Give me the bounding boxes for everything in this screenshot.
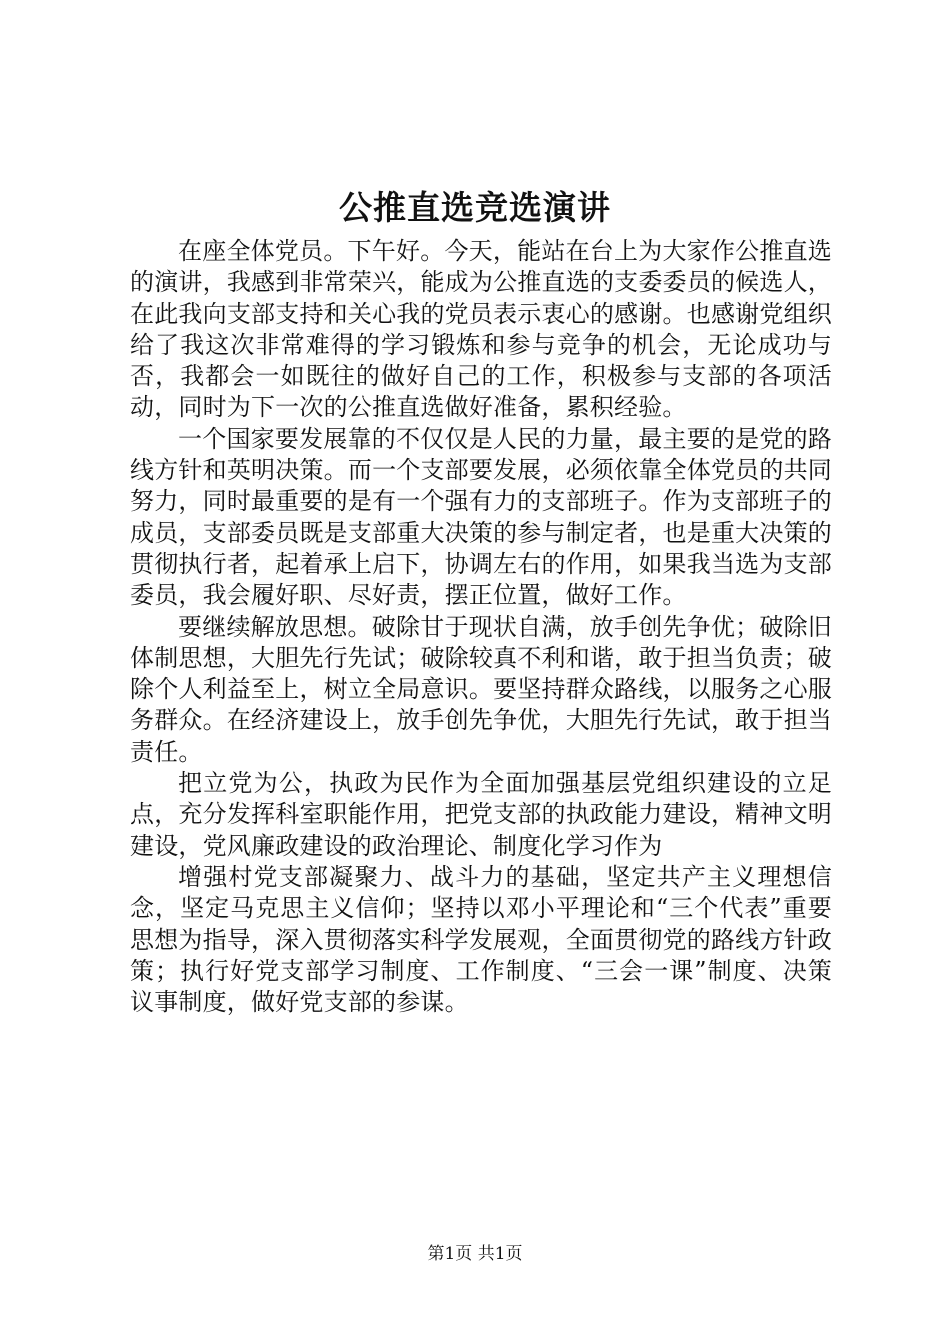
body-paragraph: 在座全体党员。下午好。今天，能站在台上为大家作公推直选的演讲，我感到非常荣兴，能成为公推直选的支委委员的候选人，在此我向支部支持和关心我的党员表示衷心的感谢。也感谢党组织给了我这次非常难得的学习锻炼和参与竞争的机会，无论成功与否，我都会一如既往的做好自己的工作，积极参与支部的各项活动，同时为下一次的公推直选做好准备，累积经验。 (130, 237, 832, 422)
body-paragraph: 要继续解放思想。破除甘于现状自满，放手创先争优；破除旧体制思想，大胆先行先试；破除较真不利和谐，敢于担当负责；破除个人利益至上，树立全局意识。要坚持群众路线，以服务之心服务群众。在经济建设上，放手创先争优，大胆先行先试，敢于担当责任。 (130, 612, 832, 766)
page-number-label: 第1页 共1页 (427, 1244, 523, 1264)
page-footer (0, 1243, 950, 1265)
document-title: 公推直选竞选演讲 (339, 188, 611, 227)
document-body (130, 236, 832, 1018)
body-paragraph: 增强村党支部凝聚力、战斗力的基础，坚定共产主义理想信念，坚定马克思主义信仰；坚持以邓小平理论和“三个代表”重要思想为指导，深入贯彻落实科学发展观，全面贯彻党的路线方针政策；执行好党支部学习制度、工作制度、“三会一课”制度、决策议事制度，做好党支部的参谋。 (130, 862, 832, 1017)
body-paragraph: 一个国家要发展靠的不仅仅是人民的力量，最主要的是党的路线方针和英明决策。而一个支部要发展，必须依靠全体党员的共同努力，同时最重要的是有一个强有力的支部班子。作为支部班子的成员，支部委员既是支部重大决策的参与制定者，也是重大决策的贯彻执行者，起着承上启下，协调左右的作用，如果我当选为支部委员，我会履好职、尽好责，摆正位置，做好工作。 (130, 424, 832, 610)
body-paragraph: 把立党为公，执政为民作为全面加强基层党组织建设的立足点，充分发挥科室职能作用，把党支部的执政能力建设，精神文明建设，党风廉政建设的政治理论、制度化学习作为 (130, 769, 832, 860)
